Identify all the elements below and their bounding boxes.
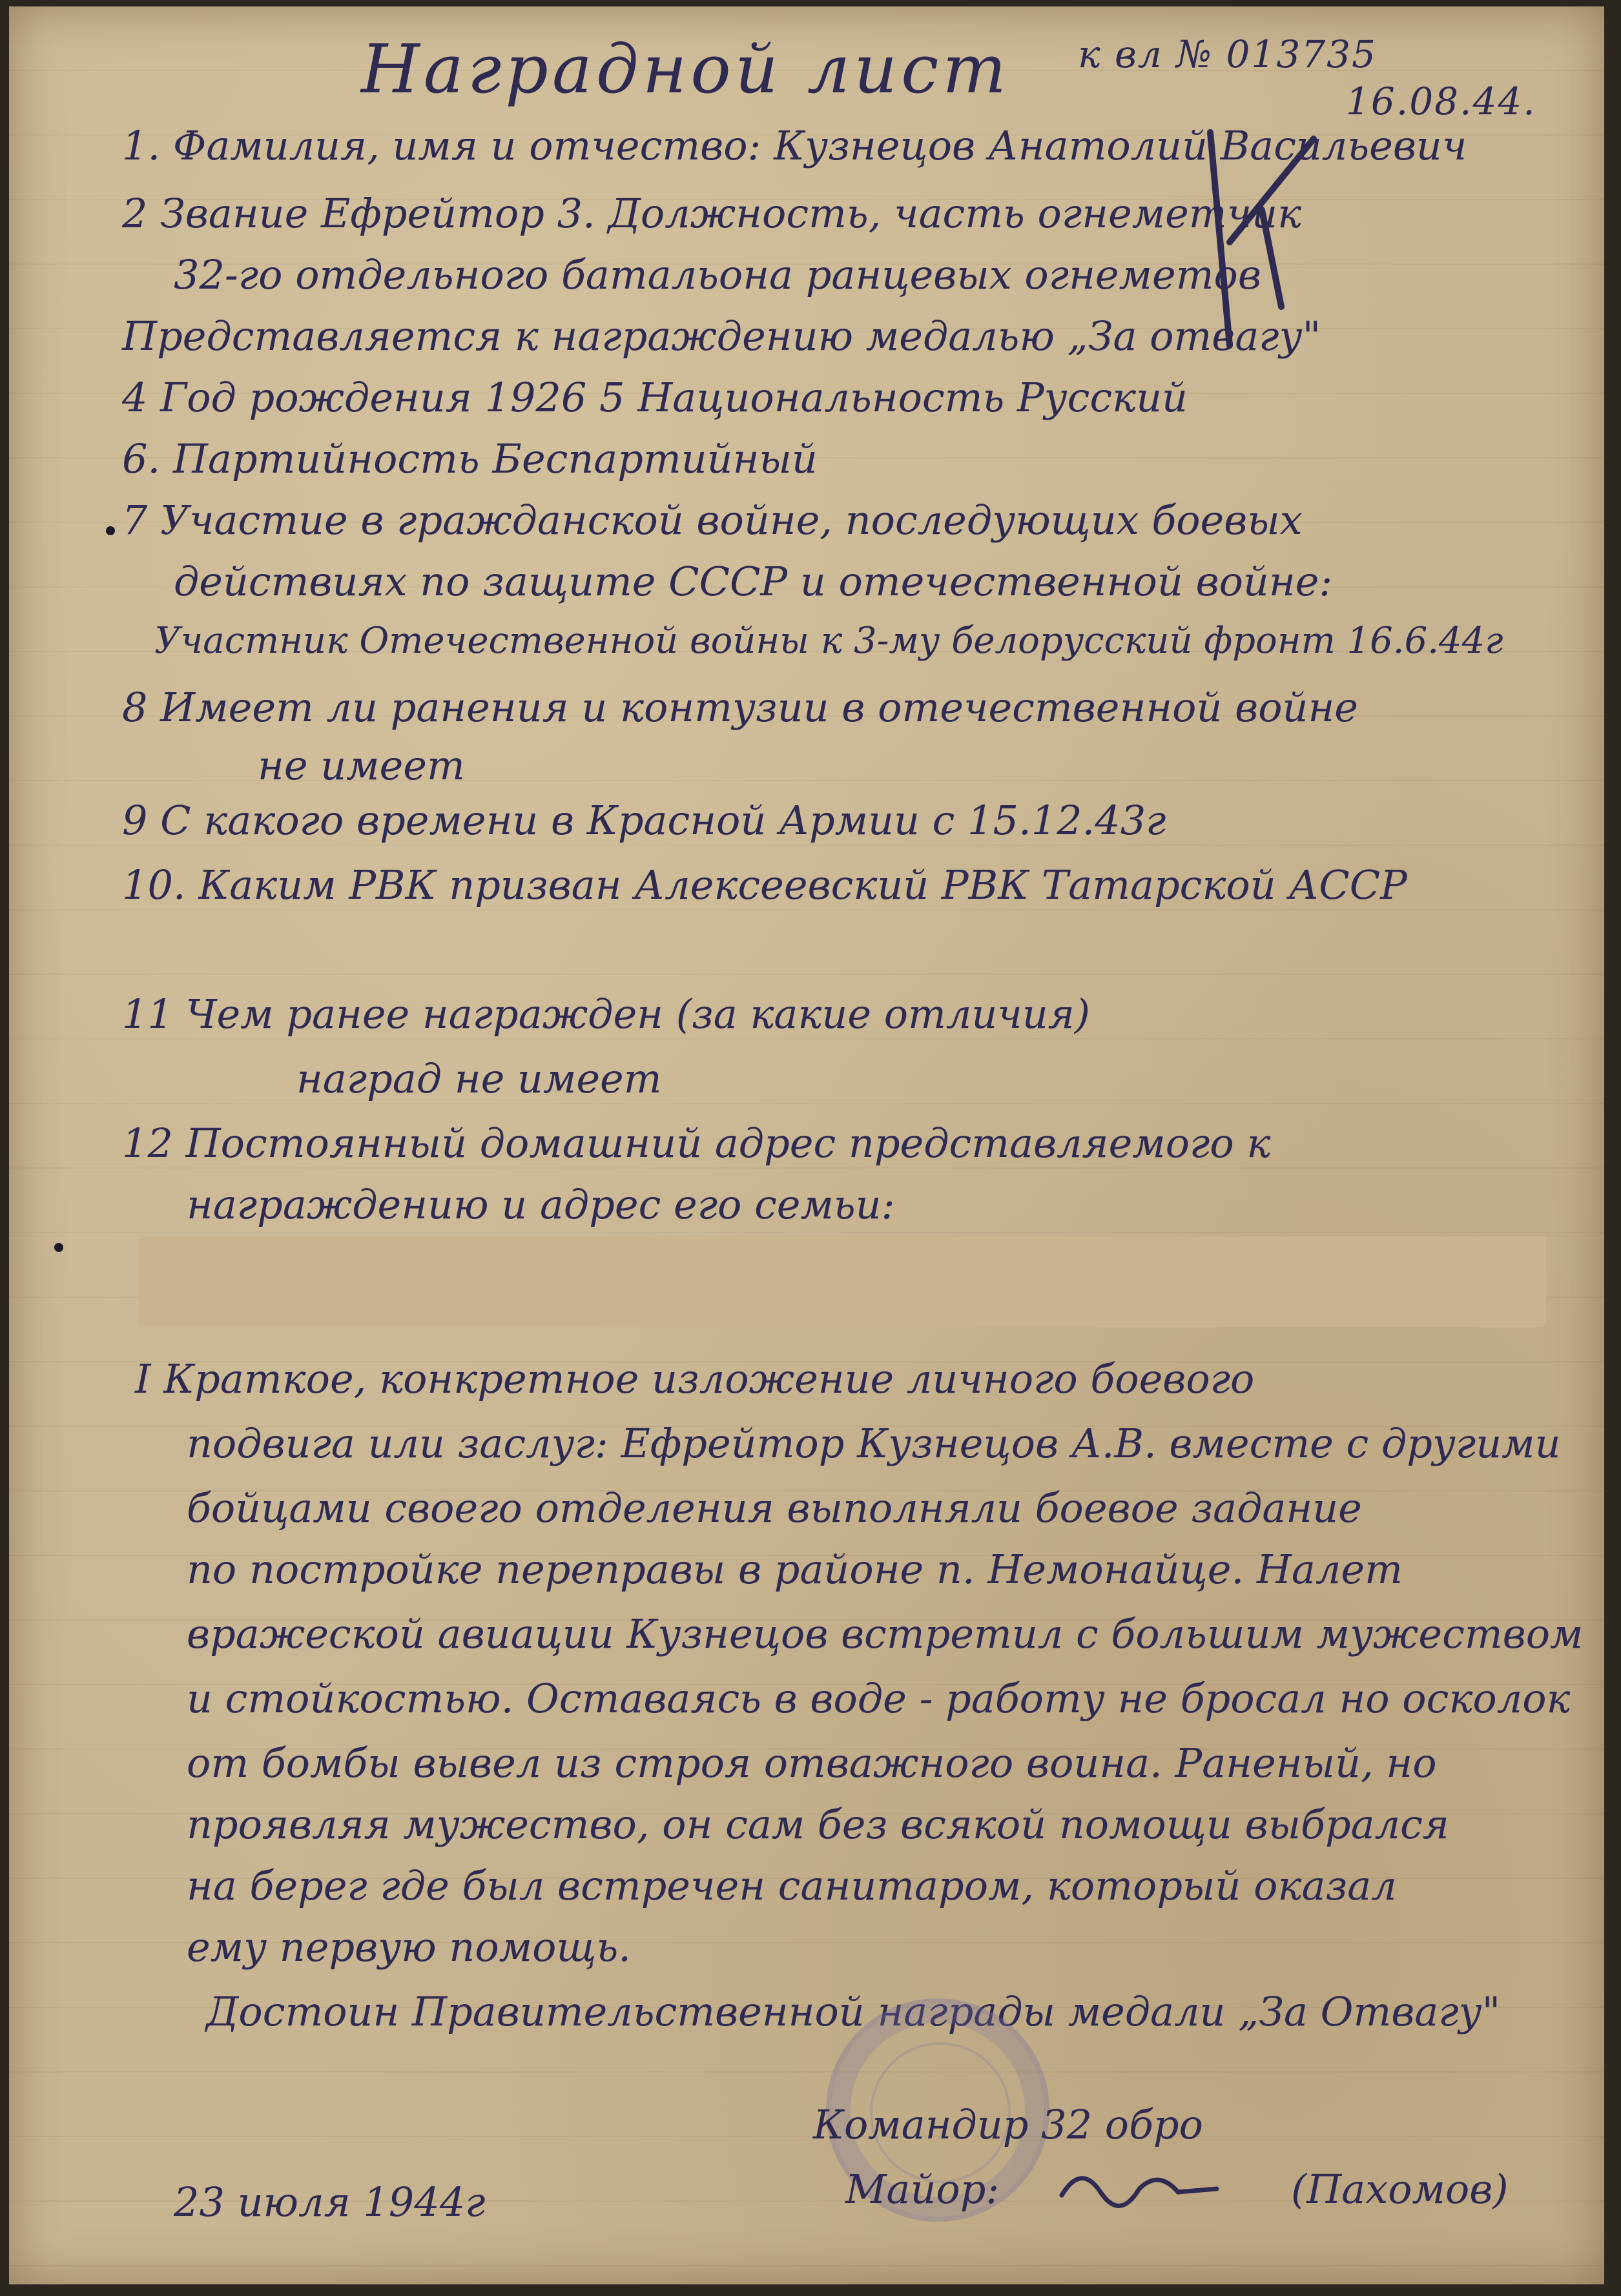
line-5: 4 Год рождения 1926 5 Национальность Русский — [122, 374, 1188, 421]
line-15: наград не имеет — [296, 1055, 662, 1102]
signature-date: 23 июля 1944г — [174, 2178, 486, 2226]
signature-rank: Майор: — [845, 2166, 1000, 2213]
signature-scribble — [1055, 2157, 1223, 2215]
line-8: действиях по защите СССР и отечественной войне: — [174, 558, 1333, 605]
narrative-line-7: от бомбы вывел из строя отважного воина. Раненый, но — [187, 1739, 1437, 1787]
award-sheet — [9, 6, 1604, 2284]
narrative-line-9: на берег где был встречен санитаром, который оказал — [187, 1862, 1397, 1909]
line-14: 11 Чем ранее награжден (за какие отличия) — [122, 990, 1090, 1038]
line-10: 8 Имеет ли ранения и контузии в отечественной войне — [122, 684, 1358, 731]
line-1: 1. Фамилия, имя и отчество: Кузнецов Анатолий Васильевич — [122, 122, 1467, 169]
narrative-line-4: по постройке переправы в районе п. Немонайце. Налет — [187, 1546, 1403, 1593]
signature-commander: Командир 32 обро — [813, 2101, 1203, 2148]
narrative-line-10: ему первую помощь. — [187, 1923, 631, 1971]
reference-number: к вл № 013735 — [1078, 32, 1377, 76]
line-17: награждению и адрес его семьи: — [187, 1181, 895, 1228]
line-11: не имеет — [258, 742, 465, 789]
margin-dot — [106, 526, 115, 535]
narrative-line-5: вражеской авиации Кузнецов встретил с большим мужеством — [187, 1610, 1584, 1657]
redacted-area — [138, 1236, 1546, 1327]
signature-name: (Пахомов) — [1291, 2166, 1509, 2213]
line-16: 12 Постоянный домашний адрес представляемого к — [122, 1120, 1271, 1167]
line-9: Участник Отечественной войны к 3-му белорусский фронт 16.6.44г — [154, 620, 1503, 662]
narrative-line-2: подвига или заслуг: Ефрейтор Кузнецов А.В. вместе с другими — [187, 1420, 1561, 1467]
line-12: 9 С какого времени в Красной Армии с 15.12.43г — [122, 797, 1166, 844]
line-3: 32-го отдельного батальона ранцевых огнеметов — [174, 251, 1261, 298]
line-4: Представляется к награждению медалью „За отвагу" — [122, 313, 1321, 360]
narrative-line-8: проявляя мужество, он сам без всякой помощи выбрался — [187, 1801, 1449, 1848]
narrative-line-1: I Краткое, конкретное изложение личного боевого — [135, 1355, 1255, 1402]
reference-date: 16.08.44. — [1346, 79, 1536, 123]
margin-dot — [54, 1243, 63, 1252]
narrative-line-3: бойцами своего отделения выполняли боевое задание — [187, 1484, 1362, 1532]
document-title: Наградной лист — [361, 30, 1010, 108]
narrative-line-11: Достоин Правительственной награды медали „За Отвагу" — [206, 1988, 1501, 2035]
line-2: 2 Звание Ефрейтор 3. Должность, часть огнеметчик — [122, 190, 1302, 237]
line-7: 7 Участие в гражданской войне, последующих боевых — [122, 497, 1303, 544]
line-6: 6. Партийность Беспартийный — [122, 435, 818, 482]
narrative-line-6: и стойкостью. Оставаясь в воде - работу не бросал но осколок — [187, 1675, 1571, 1722]
line-13: 10. Каким РВК призван Алексеевский РВК Татарской АССР — [122, 861, 1407, 908]
